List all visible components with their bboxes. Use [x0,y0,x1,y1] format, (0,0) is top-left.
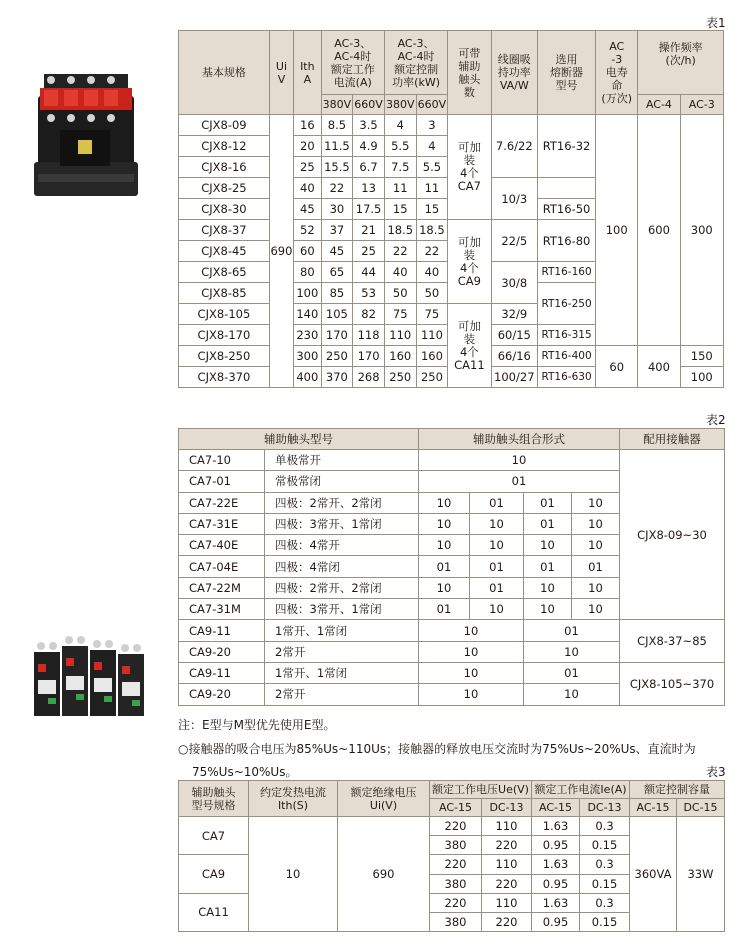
header-t3-cap: 额定控制容量 [630,781,725,799]
ac4-400: 400 [638,346,680,388]
header-ac4: AC-4 [638,95,680,115]
t3-ui: 690 [338,817,430,932]
header-life: AC -3 电寿 命 (万次) [596,31,638,115]
cap-ac: 360VA [630,817,677,932]
header-t3-model: 辅助触头 型号规格 [179,781,249,817]
table-row: CJX8-105 140 105 82 75 75 可加 装 4个 CA11 32/9 [179,304,724,325]
table-row: CJX8-16 25 15.5 6.7 7.5 5.5 [179,157,724,178]
table-row: CJX8-37 52 37 21 18.5 18.5 可加 装 4个 CA9 22/5 RT16-80 [179,220,724,241]
table-row: CJX8-12 20 11.5 4.9 5.5 4 [179,136,724,157]
table-row: CA7-31M 四极：3常开、1常闭 01 10 10 10 [179,599,725,620]
header-p380: 380V [384,95,416,115]
cap-dc: 33W [677,817,725,932]
header-combo: 辅助触头组合形式 [419,429,620,450]
aux-contact-photo [28,632,150,728]
header-spec: 基本规格 [179,31,270,115]
header-p660: 660V [416,95,448,115]
table1 [178,30,724,388]
header-current: AC-3、 AC-4时 额定工作 电流(A) [321,31,384,95]
table-row: CA7-40E 四极：4常开 10 10 10 10 [179,535,725,556]
aux-group-ca7: 可加 装 4个 CA7 [448,115,491,220]
header-coil: 线圈吸 持功率 VA/W [491,31,537,115]
header-t3-ith: 约定发热电流 Ith(S) [249,781,338,817]
header-power: AC-3、 AC-4时 额定控制 功率(kW) [384,31,447,95]
header-i660: 660V [353,95,385,115]
table-row: CJX8-30 45 30 17.5 15 15 RT16-50 [179,199,724,220]
contactor-photo [30,66,142,210]
note-1: 注：E型与M型优先使用E型。 [178,718,336,732]
table-row: CA7-01 常极常闭 01 [179,471,725,492]
model-ca9: CA9 [179,855,249,893]
table-row: 380 220 0.95 0.15 [179,912,725,931]
table-row: CA11 220 110 1.63 0.3 [179,893,725,912]
header-ac3: AC-3 [680,95,723,115]
contactor-3785: CJX8-37~85 [620,620,725,663]
table3-caption: 表3 [706,765,726,779]
note-2a: ○接触器的吸合电压为85%Us~110Us；接触器的释放电压交流时为75%Us~20%Us、直流时为 [178,742,696,756]
table-row: CJX8-250 300 250 170 160 160 66/16 RT16-400 60 400 150 [179,346,724,367]
table-row: CA9 220 110 1.63 0.3 [179,855,725,874]
table-row: CJX8-25 40 22 13 11 11 10/3 [179,178,724,199]
header-aux: 可带 辅助 触头 数 [448,31,491,115]
table-row: CJX8-65 80 65 44 40 40 30/8 RT16-160 [179,262,724,283]
table1-caption: 表1 [706,16,726,30]
table-row: CA7-04E 四极：4常闭 01 01 01 01 [179,556,725,577]
table-row: CA7 10 690 220 110 1.63 0.3 360VA 33W [179,817,725,836]
note-2b: 75%Us~10%Us。 [192,765,298,779]
header-fuse: 选用 熔断器 型号 [538,31,596,115]
table-row: CJX8-45 60 45 25 22 22 [179,241,724,262]
table-row: CJX8-09 690 16 8.5 3.5 4 3 可加 装 4个 CA7 7.6/22 RT16-32 100 600 300 [179,115,724,136]
table-row: CA7-31E 四极：3常开、1常闭 10 10 01 10 [179,513,725,534]
header-ui: Ui V [269,31,293,115]
table-row: CA9-11 1常开、1常闭 10 01 CJX8-105~370 [179,662,725,683]
table-row: 380 220 0.95 0.15 [179,874,725,893]
header-aux-model: 辅助触头型号 [179,429,419,450]
table-row: CA9-20 2常开 10 10 [179,641,725,662]
life-60: 60 [596,346,638,388]
ac3-300: 300 [680,115,723,346]
contactor-0930: CJX8-09~30 [620,450,725,620]
header-t3-ue: 额定工作电压Ue(V) [430,781,532,799]
table3: 辅助触头 型号规格 约定发热电流 Ith(S) 额定绝缘电压 Ui(V) 额定工作电压Ue(V) 额定工作电流Ie(A) 额定控制容量 AC-15 DC-13 AC-15 DC-13 AC-15 DC-15 CA7 10 690 220 110 1.63 0.3 360VA 33W 380 220 0.95 0.15 CA9 220 110 1.63 0.3 380 220 0.95 0.15 CA11 220 110 1.63 0.3 380 220 0.95 0.15 [178,780,725,932]
header-contactor: 配用接触器 [620,429,725,450]
model-ca7: CA7 [179,817,249,855]
table-row: CJX8-370 400 370 268 250 250 100/27 RT16-630 100 [179,367,724,388]
table-row: CA7-22E 四极：2常开、2常闭 10 01 01 10 [179,492,725,513]
table-row: CJX8-85 100 85 53 50 50 RT16-250 [179,283,724,304]
aux-group-ca11: 可加 装 4个 CA11 [448,304,491,388]
aux-group-ca9: 可加 装 4个 CA9 [448,220,491,304]
contactor-105370: CJX8-105~370 [620,662,725,705]
model-ca11: CA11 [179,893,249,931]
table-row: CA9-11 1常开、1常闭 10 01 CJX8-37~85 [179,620,725,641]
header-t3-ui: 额定绝缘电压 Ui(V) [338,781,430,817]
life-100: 100 [596,115,638,346]
table2-caption: 表2 [706,413,726,427]
header-ith: Ith A [294,31,321,115]
t3-ith: 10 [249,817,338,932]
ac4-600: 600 [638,115,680,346]
table-row: CA7-22M 四极：2常开、2常闭 10 01 10 10 [179,577,725,598]
table-row: 380 220 0.95 0.15 [179,836,725,855]
ui-value: 690 [269,115,293,388]
header-freq: 操作频率 (次/h) [638,31,724,95]
table2 [178,428,725,706]
table-row: CA7-10 单极常开 10 CJX8-09~30 [179,450,725,471]
table-row: CJX8-170 230 170 118 110 110 60/15 RT16-315 [179,325,724,346]
header-t3-ie: 额定工作电流Ie(A) [532,781,630,799]
header-i380: 380V [321,95,353,115]
table-row: CA9-20 2常开 10 10 [179,684,725,705]
